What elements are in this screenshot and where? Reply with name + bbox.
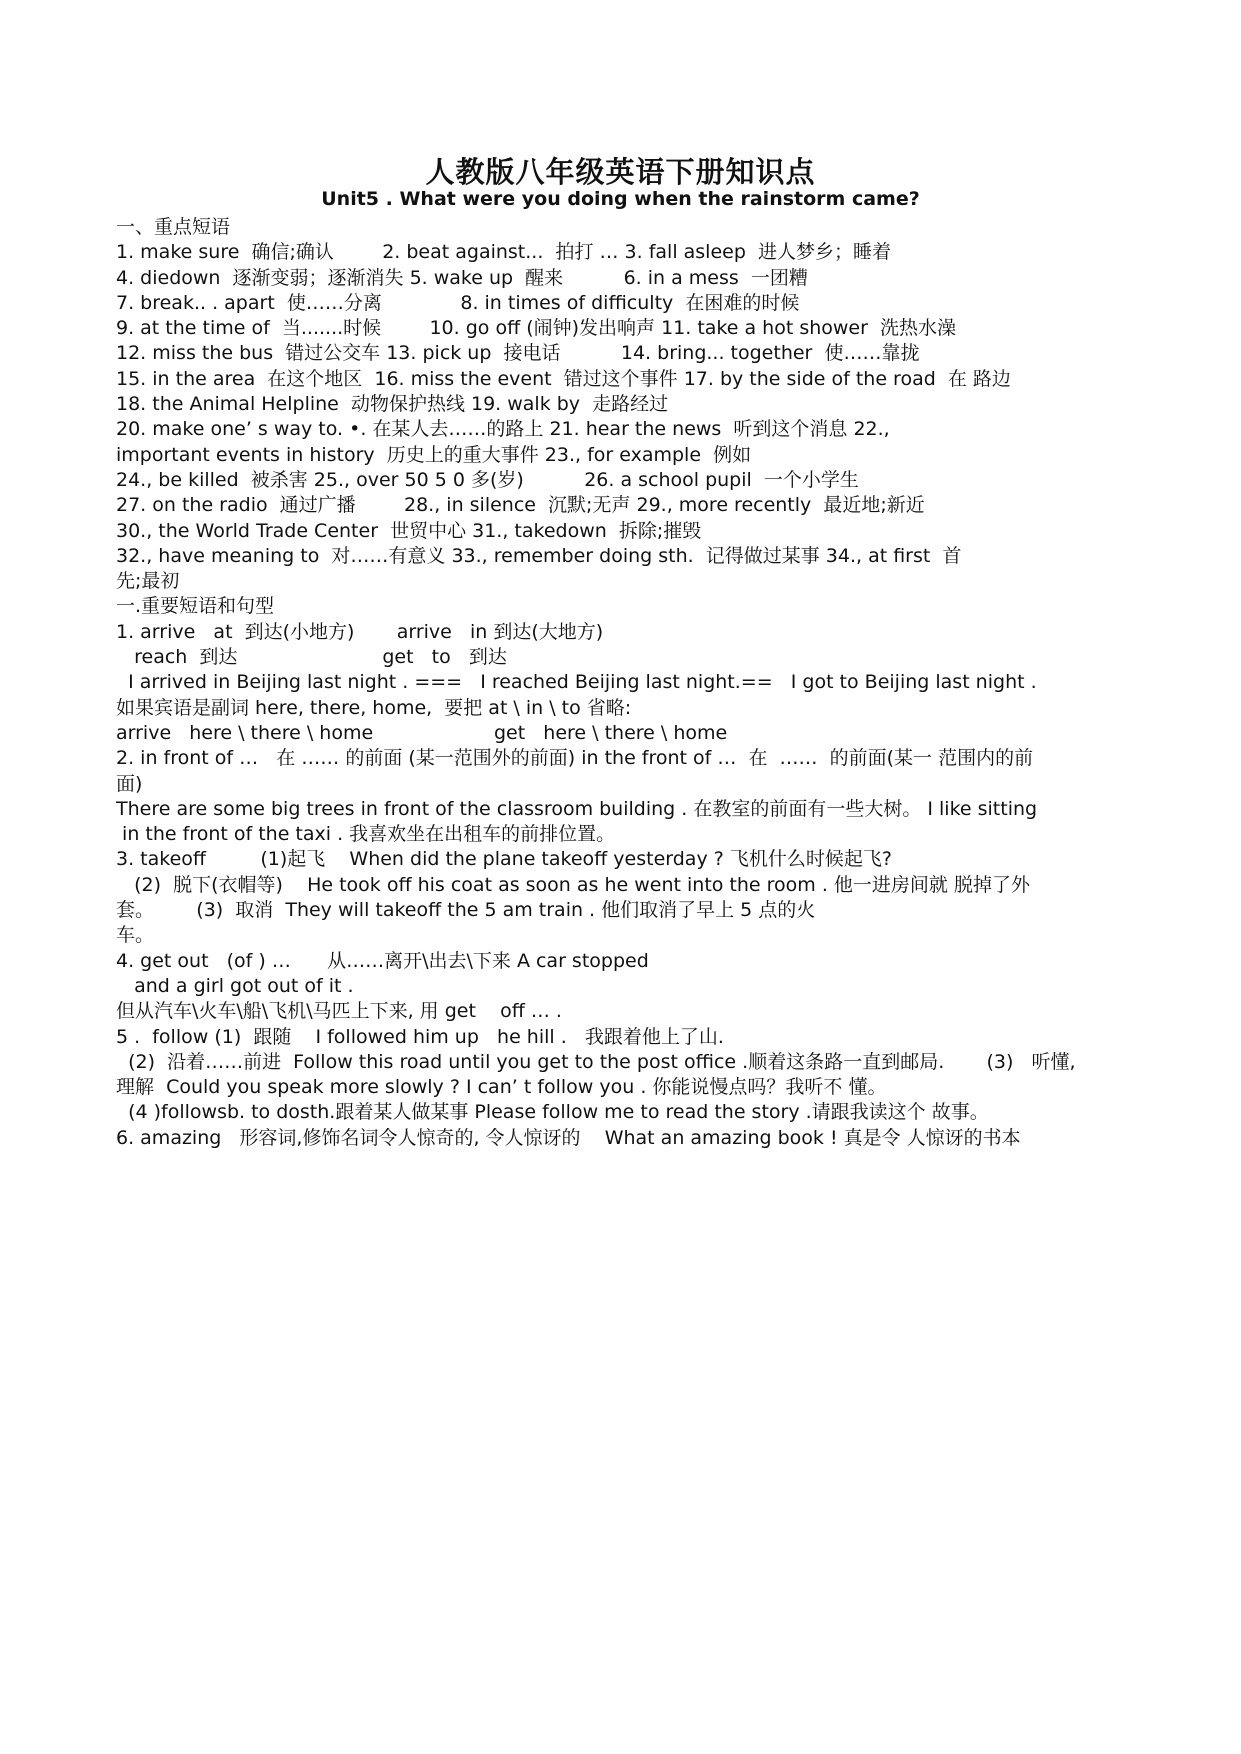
text-line: There are some big trees in front of the classroom building . 在教室的前面有一些大树。 I like sitting — [116, 797, 1038, 820]
text-line: 20. make one’ s way to. •. 在某人去……的路上 21. hear the news 听到这个消息 22., — [116, 418, 890, 441]
text-line: 一.重要短语和句型 — [116, 595, 275, 618]
text-line: 32., have meaning to 对……有意义 33., remember doing sth. 记得做过某事 34., at first 首 — [116, 544, 962, 567]
text-line: 27. on the radio 通过广播 28., in silence 沉默;无声 29., more recently 最近地;新近 — [116, 494, 925, 517]
text-line: 18. the Animal Helpline 动物保护热线 19. walk by 走路经过 — [116, 393, 669, 416]
text-line: 套。 (3) 取消 They will takeoff the 5 am train . 他们取消了早上 5 点的火 — [116, 899, 816, 922]
text-line: 7. break.. . apart 使……分离 8. in times of difficulty 在困难的时候 — [116, 291, 800, 314]
text-line: 先;最初 — [116, 570, 180, 593]
text-line: 2. in front of … 在 …… 的前面 (某一范围外的前面) in the front of … 在 …… 的前面(某一 范围内的前 — [116, 747, 1034, 770]
document-title: 人教版八年级英语下册知识点 — [425, 155, 816, 189]
text-line: 1. arrive at 到达(小地方) arrive in 到达(大地方) — [116, 620, 604, 643]
text-line: I arrived in Beijing last night . === I reached Beijing last night.== I got to Beijing last night . — [116, 671, 1037, 694]
text-line: in the front of the taxi . 我喜欢坐在出租车的前排位置。 — [116, 823, 616, 846]
text-line: 3. takeoff (1)起飞 When did the plane takeoff yesterday ? 飞机什么时候起飞? — [116, 848, 892, 871]
text-line: 5 . follow (1) 跟随 I followed him up he hill . 我跟着他上了山. — [116, 1025, 724, 1048]
document-subtitle: Unit5 . What were you doing when the rainstorm came? — [321, 188, 920, 210]
text-line: 面) — [116, 772, 143, 795]
text-line: 15. in the area 在这个地区 16. miss the event 错过这个事件 17. by the side of the road 在 路边 — [116, 367, 1011, 390]
text-line: (4 )followsb. to dosth.跟着某人做某事 Please follow me to read the story .请跟我读这个 故事。 — [116, 1101, 989, 1124]
text-line: 1. make sure 确信;确认 2. beat against... 拍打 … 3. fall asleep 进人梦乡；睡着 — [116, 241, 891, 264]
text-line: 4. diedown 逐渐变弱；逐渐消失 5. wake up 醒来 6. in a mess 一团糟 — [116, 266, 808, 289]
text-line: 车。 — [116, 924, 155, 947]
text-line: and a girl got out of it . — [116, 974, 354, 997]
text-line: 如果宾语是副词 here, there, home, 要把 at \ in \ to 省略: — [116, 696, 632, 719]
text-line: reach 到达 get to 到达 — [116, 646, 507, 669]
document-body — [116, 215, 1116, 1151]
text-line: 9. at the time of 当.......时候 10. go off (闹钟)发出响声 11. take a hot shower 洗热水澡 — [116, 317, 956, 340]
text-line: 但从汽车\火车\船\飞机\马匹上下来, 用 get off … . — [116, 1000, 562, 1023]
text-line: arrive here \ there \ home get here \ there \ home — [116, 721, 728, 744]
text-line: 12. miss the bus 错过公交车 13. pick up 接电话 14. bring... together 使……靠拢 — [116, 342, 920, 365]
text-line: 一、重点短语 — [116, 216, 231, 238]
text-line: (2) 脱下(衣帽等) He took off his coat as soon as he went into the room . 他一进房间就 脱掉了外 — [116, 873, 1030, 896]
text-line: 24., be killed 被杀害 25., over 50 5 0 多(岁) 26. a school pupil 一个小学生 — [116, 468, 859, 491]
text-line: (2) 沿着……前进 Follow this road until you get to the post office .顺着这条路一直到邮局. (3) 听懂, — [116, 1050, 1076, 1073]
text-line: 6. amazing 形容词,修饰名词令人惊奇的, 令人惊讶的 What an amazing book ! 真是令 人惊讶的书本 — [116, 1126, 1021, 1149]
text-line: important events in history 历史上的重大事件 23., for example 例如 — [116, 443, 752, 466]
text-line: 30., the World Trade Center 世贸中心 31., takedown 拆除;摧毁 — [116, 519, 702, 542]
text-line: 4. get out (of ) … 从……离开\出去\下来 A car stopped — [116, 949, 649, 972]
text-line: 理解 Could you speak more slowly ? I can’ t follow you . 你能说慢点吗？我听不 懂。 — [116, 1076, 887, 1099]
